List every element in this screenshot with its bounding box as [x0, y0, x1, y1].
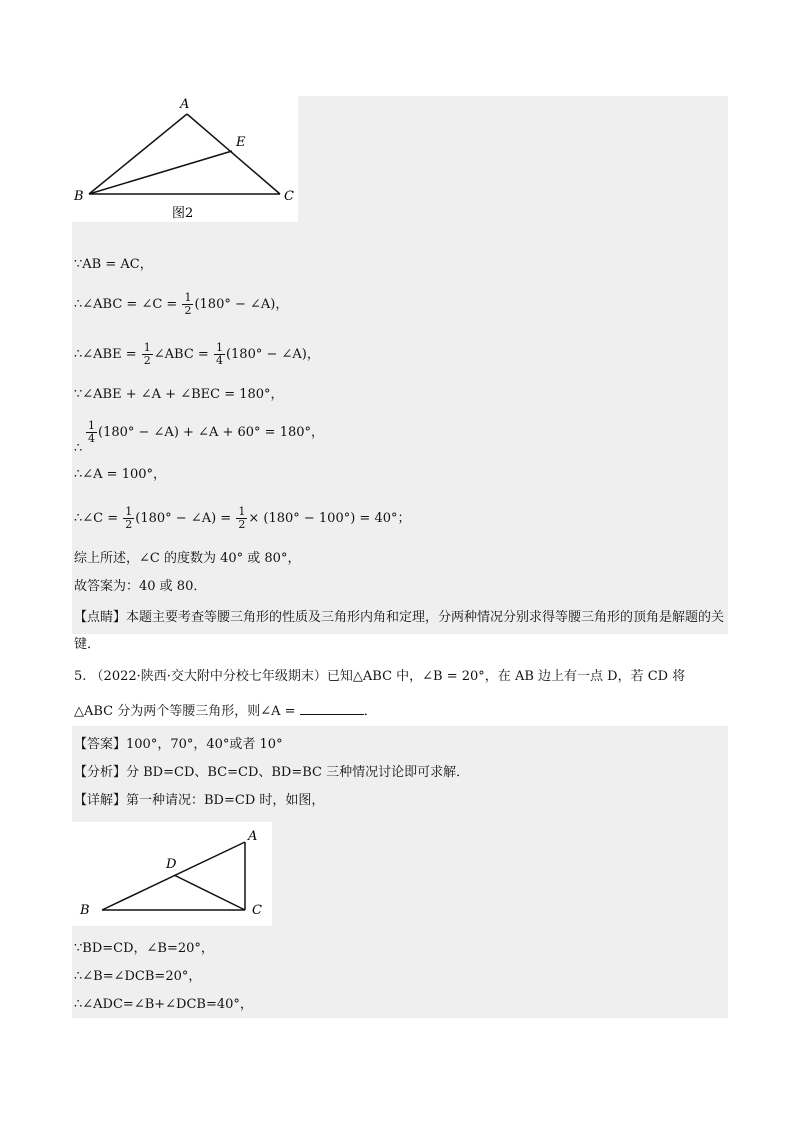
analysis-text: 【分析】分 BD=CD、BC=CD、BD=BC 三种情况讨论即可求解．	[74, 765, 470, 780]
step-ab-eq-ac	[74, 256, 153, 274]
label-B: B	[74, 189, 84, 204]
step-text: (180° − ∠A)，	[194, 297, 289, 312]
step-text: ∠ABC =	[153, 347, 213, 362]
step-text: ∴∠A = 100°，	[74, 467, 167, 482]
step-c-40	[74, 506, 411, 531]
detail-line	[74, 792, 324, 810]
step-a-100	[74, 466, 166, 484]
step-text: ∴∠ABC = ∠C =	[74, 297, 182, 312]
comment-text: 【点睛】本题主要考查等腰三角形的性质及三角形内角和定理，分两种情况分别求得等腰三角形的顶角是解题的关键．	[74, 610, 725, 652]
summary-line	[74, 550, 300, 568]
triangle-figure-2	[72, 96, 298, 222]
step-text: 综上所述，∠C 的度数为 40° 或 80°，	[74, 551, 301, 566]
step-text: 故答案为：40 或 80．	[74, 579, 207, 594]
step-equation	[74, 420, 324, 445]
final-answer-line	[74, 578, 206, 596]
fraction-half: $\frac{1}{2}$	[125, 505, 133, 531]
step-adc	[74, 996, 253, 1014]
step-text: ∴∠ADC=∠B+∠DCB=40°，	[74, 997, 253, 1012]
step-text: ∴∠ABE =	[74, 347, 141, 362]
question-5-line1	[74, 668, 685, 686]
step-abc-eq-c	[74, 292, 288, 317]
step-text: ∵∠ABE + ∠A + ∠BEC = 180°，	[74, 387, 284, 402]
answer-blank	[300, 700, 364, 715]
step-angle-sum	[74, 386, 284, 404]
fraction-half: $\frac{1}{2}$	[143, 341, 151, 367]
label-C: C	[252, 903, 262, 918]
step-b-eq-dcb	[74, 968, 201, 986]
step-text: ∴∠B=∠DCB=20°，	[74, 969, 202, 984]
question-text: 已知△ABC 中，∠B = 20°，在 AB 边上有一点 D，若 CD 将	[326, 669, 686, 684]
step-text: (180° − ∠A) =	[135, 511, 236, 526]
figure-bd-cd	[72, 822, 272, 926]
answer-line	[74, 736, 283, 754]
step-therefore-symbol: ∴	[74, 441, 83, 456]
step-text: ∵BD=CD，∠B=20°，	[74, 941, 214, 956]
answer-text: 【答案】100°，70°，40°或者 10°	[74, 737, 283, 752]
figure-2	[72, 96, 298, 222]
question-text: △ABC 分为两个等腰三角形，则∠A =	[74, 704, 300, 719]
label-C: C	[284, 189, 294, 204]
label-A: A	[180, 97, 190, 112]
fraction-quarter: $\frac{1}{4}$	[88, 419, 95, 445]
step-text: (180° − ∠A)，	[225, 347, 320, 362]
question-5-line2: △ABC 分为两个等腰三角形，则∠A = ．	[74, 700, 377, 721]
label-B: B	[80, 903, 90, 918]
analysis-line	[74, 764, 469, 782]
step-text: (180° − ∠A) + ∠A + 60° = 180°，	[98, 425, 325, 440]
comment-paragraph	[74, 604, 724, 658]
question-number: 5.	[74, 669, 87, 684]
step-text: ∵AB = AC，	[74, 257, 153, 272]
fraction-quarter: $\frac{1}{4}$	[215, 341, 223, 367]
fraction-half: $\frac{1}{2}$	[184, 291, 192, 317]
label-A: A	[248, 829, 258, 844]
step-text: ∴∠C =	[74, 511, 123, 526]
step-bd-eq-cd	[74, 940, 214, 958]
step-abe	[74, 342, 320, 367]
label-D: D	[166, 857, 177, 872]
figure-caption: 图2	[172, 206, 194, 221]
detail-text: 【详解】第一种请况：BD=CD 时，如图，	[74, 793, 325, 808]
question-source: （2022·陕西·交大附中分校七年级期末）	[90, 669, 327, 684]
triangle-figure-bd-cd	[72, 822, 272, 926]
label-E: E	[236, 135, 246, 150]
fraction-half: $\frac{1}{2}$	[238, 505, 246, 531]
step-text: × (180° − 100°) = 40°；	[248, 511, 411, 526]
